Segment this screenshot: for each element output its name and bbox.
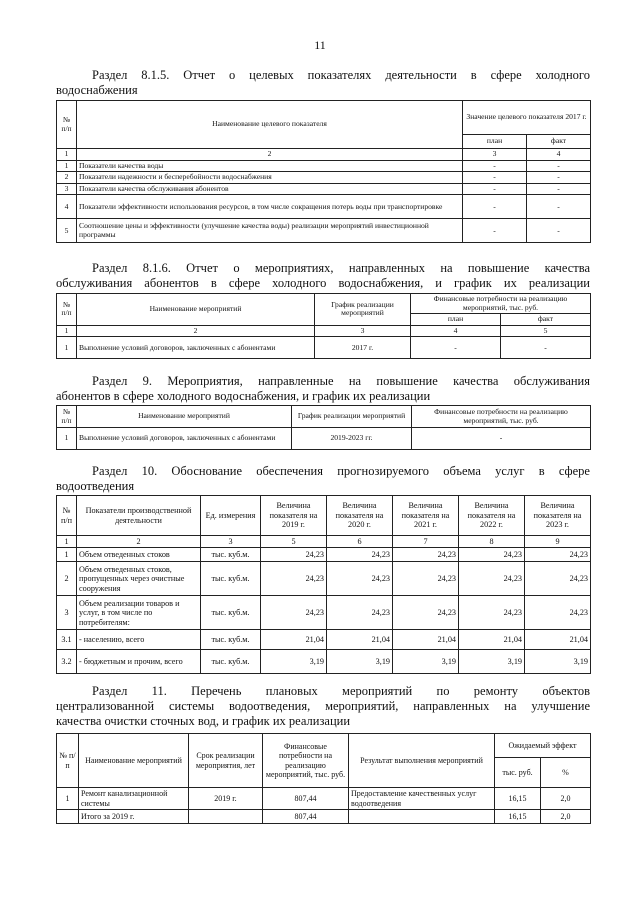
col-header-finance: Финансовые потребности на реализацию мероприятий, тыс. руб. <box>411 294 591 314</box>
total-label: Итого за 2019 г. <box>79 810 189 824</box>
indicator-name: Объем отведенных стоков, пропущенных через очистные сооружения <box>77 562 201 596</box>
activity-name: Выполнение условий договоров, заключенных с абонентами <box>77 428 292 450</box>
index-cell: 4 <box>411 325 501 337</box>
row-number: 3 <box>57 596 77 630</box>
schedule-value: 2017 г. <box>315 337 411 359</box>
section-10-heading-line1: Раздел 10. Обоснование обеспечения прогнозируемого объема услуг в сфере <box>92 464 590 478</box>
value-2020: 21,04 <box>327 630 393 650</box>
indicator-name: Показатели эффективности использования ресурсов, в том числе сокращения потерь воды при транспортировке <box>77 195 463 219</box>
table-row <box>57 172 591 184</box>
row-number: 1 <box>57 428 77 450</box>
unit-value: тыс. куб.м. <box>201 630 261 650</box>
empty-cell <box>189 810 263 824</box>
index-cell: 2 <box>77 325 315 337</box>
index-cell: 5 <box>261 536 327 548</box>
section-8-1-5-heading-line1: Раздел 8.1.5. Отчет о целевых показателях деятельности в сфере холодного <box>92 68 590 82</box>
fact-value: - <box>501 337 591 359</box>
table-row <box>57 219 591 243</box>
col-header-year-2021: Величина показателя на 2021 г. <box>393 496 459 536</box>
value-2022: 24,23 <box>459 548 525 562</box>
indicator-name: Объем реализации товаров и услуг, в том числе по потребителям: <box>77 596 201 630</box>
index-cell: 3 <box>315 325 411 337</box>
col-header-percent: % <box>541 758 591 788</box>
col-header-expected-effect: Ожидаемый эффект <box>495 734 591 758</box>
table-row <box>57 337 591 359</box>
index-cell: 4 <box>527 149 591 161</box>
value-2019: 24,23 <box>261 562 327 596</box>
table-row <box>57 195 591 219</box>
section-8-1-5-heading-line2: водоснабжения <box>56 83 138 97</box>
section-8-1-6-heading-line1: Раздел 8.1.6. Отчет о мероприятиях, направленных на повышение качества <box>92 261 590 275</box>
indicator-name: Соотношение цены и эффективности (улучшение качества воды) реализации мероприятий инвестиционной программы <box>77 219 463 243</box>
value-2020: 24,23 <box>327 562 393 596</box>
finance-value: 807,44 <box>263 788 349 810</box>
table-row <box>57 788 591 810</box>
total-effect-rub-value: 16,15 <box>495 810 541 824</box>
total-finance-value: 807,44 <box>263 810 349 824</box>
row-number: 1 <box>57 548 77 562</box>
fact-value: - <box>527 219 591 243</box>
value-2021: 24,23 <box>393 562 459 596</box>
value-2023: 3,19 <box>525 650 591 674</box>
section-9-heading-line2: абонентов в сфере холодного водоснабжения, и график их реализации <box>56 389 431 403</box>
row-number: 1 <box>57 160 77 172</box>
col-header-number: № п/п <box>57 734 79 788</box>
col-header-year-2023: Величина показателя на 2023 г. <box>525 496 591 536</box>
unit-value: тыс. куб.м. <box>201 650 261 674</box>
indicator-name: Показатели качества обслуживания абонентов <box>77 183 463 195</box>
unit-value: тыс. куб.м. <box>201 596 261 630</box>
plan-value: - <box>463 219 527 243</box>
activity-name: Ремонт канализационной системы <box>79 788 189 810</box>
index-cell: 3 <box>463 149 527 161</box>
index-cell: 9 <box>525 536 591 548</box>
table-repair-plan <box>56 733 591 824</box>
index-row <box>57 325 591 337</box>
table-row <box>57 596 591 630</box>
col-header-year-2019: Величина показателя на 2019 г. <box>261 496 327 536</box>
col-header-number: № п/п <box>57 496 77 536</box>
section-11-heading-line1: Раздел 11. Перечень плановых мероприятий по ремонту объектов <box>92 684 590 698</box>
col-header-activity-name: Наименование мероприятий <box>77 406 292 428</box>
section-9-heading <box>56 374 590 404</box>
fact-value: - <box>527 195 591 219</box>
result-value: Предоставление качественных услуг водоотведения <box>349 788 495 810</box>
col-header-plan: план <box>411 314 501 326</box>
effect-rub-value: 16,15 <box>495 788 541 810</box>
indicator-name: Показатели качества воды <box>77 160 463 172</box>
effect-percent-value: 2,0 <box>541 788 591 810</box>
value-2021: 3,19 <box>393 650 459 674</box>
plan-value: - <box>411 337 501 359</box>
col-header-indicator-name: Наименование целевого показателя <box>77 101 463 149</box>
total-effect-percent-value: 2,0 <box>541 810 591 824</box>
fact-value: - <box>527 183 591 195</box>
value-2022: 24,23 <box>459 562 525 596</box>
col-header-target-value: Значение целевого показателя 2017 г. <box>463 101 591 135</box>
value-2019: 24,23 <box>261 596 327 630</box>
unit-value: тыс. куб.м. <box>201 548 261 562</box>
col-header-fact: факт <box>527 135 591 149</box>
value-2021: 24,23 <box>393 596 459 630</box>
table-service-volume-forecast <box>56 495 591 674</box>
index-row <box>57 149 591 161</box>
col-header-finance: Финансовые потребности на реализацию мероприятий, тыс. руб. <box>412 406 591 428</box>
row-number: 1 <box>57 337 77 359</box>
indicator-name: Показатели надежности и бесперебойности водоснабжения <box>77 172 463 184</box>
activity-name: Выполнение условий договоров, заключенных с абонентами <box>77 337 315 359</box>
unit-value: тыс. куб.м. <box>201 562 261 596</box>
section-8-1-6-heading-line2: обслуживания абонентов в сфере холодного водоснабжения, и график их реализации <box>56 276 590 290</box>
indicator-name: - бюджетным и прочим, всего <box>77 650 201 674</box>
table-row <box>57 160 591 172</box>
col-header-thousand-rub: тыс. руб. <box>495 758 541 788</box>
index-cell: 1 <box>57 149 77 161</box>
table-service-quality-report <box>56 293 591 359</box>
index-cell: 8 <box>459 536 525 548</box>
schedule-value: 2019-2023 гг. <box>292 428 412 450</box>
col-header-indicator-name: Показатели производственной деятельности <box>77 496 201 536</box>
col-header-activity-name: Наименование мероприятий <box>77 294 315 326</box>
value-2021: 21,04 <box>393 630 459 650</box>
index-cell: 5 <box>501 325 591 337</box>
col-header-term: Срок реализации мероприятия, лет <box>189 734 263 788</box>
table-target-indicators <box>56 100 591 243</box>
index-cell: 6 <box>327 536 393 548</box>
row-number: 2 <box>57 562 77 596</box>
value-2020: 24,23 <box>327 596 393 630</box>
fact-value: - <box>527 160 591 172</box>
value-2019: 24,23 <box>261 548 327 562</box>
col-header-year-2020: Величина показателя на 2020 г. <box>327 496 393 536</box>
plan-value: - <box>463 195 527 219</box>
empty-cell <box>57 810 79 824</box>
col-header-year-2022: Величина показателя на 2022 г. <box>459 496 525 536</box>
col-header-plan: план <box>463 135 527 149</box>
section-11-heading-line2: централизованной системы водоотведения, мероприятий, направленных на улучшение <box>56 699 590 713</box>
row-number: 3.2 <box>57 650 77 674</box>
finance-value: - <box>412 428 591 450</box>
col-header-finance: Финансовые потребности на реализацию мероприятий, тыс. руб. <box>263 734 349 788</box>
col-header-schedule: График реализации мероприятий <box>315 294 411 326</box>
row-number: 1 <box>57 788 79 810</box>
table-row <box>57 183 591 195</box>
section-11-heading-line3: качества очистки сточных вод, и график их реализации <box>56 714 351 728</box>
col-header-number: № п/п <box>57 406 77 428</box>
value-2020: 24,23 <box>327 548 393 562</box>
row-number: 3 <box>57 183 77 195</box>
section-9-heading-line1: Раздел 9. Мероприятия, направленные на повышение качества обслуживания <box>92 374 590 388</box>
plan-value: - <box>463 172 527 184</box>
total-row <box>57 810 591 824</box>
empty-cell <box>349 810 495 824</box>
plan-value: - <box>463 160 527 172</box>
index-cell: 7 <box>393 536 459 548</box>
row-number: 5 <box>57 219 77 243</box>
col-header-unit: Ед. измерения <box>201 496 261 536</box>
value-2022: 24,23 <box>459 596 525 630</box>
col-header-schedule: График реализации мероприятий <box>292 406 412 428</box>
table-row <box>57 562 591 596</box>
col-header-fact: факт <box>501 314 591 326</box>
col-header-activity-name: Наименование мероприятий <box>79 734 189 788</box>
value-2023: 24,23 <box>525 562 591 596</box>
index-cell: 1 <box>57 325 77 337</box>
index-cell: 2 <box>77 149 463 161</box>
row-number: 2 <box>57 172 77 184</box>
plan-value: - <box>463 183 527 195</box>
index-cell: 3 <box>201 536 261 548</box>
section-11-heading <box>56 684 590 729</box>
section-10-heading <box>56 464 590 494</box>
table-service-quality-activities <box>56 405 591 450</box>
value-2019: 21,04 <box>261 630 327 650</box>
table-row <box>57 548 591 562</box>
row-number: 4 <box>57 195 77 219</box>
page-number: 11 <box>314 38 326 52</box>
value-2022: 21,04 <box>459 630 525 650</box>
indicator-name: - населению, всего <box>77 630 201 650</box>
value-2023: 21,04 <box>525 630 591 650</box>
value-2020: 3,19 <box>327 650 393 674</box>
col-header-number: № п/п <box>57 101 77 149</box>
value-2023: 24,23 <box>525 548 591 562</box>
col-header-number: № п/п <box>57 294 77 326</box>
section-8-1-6-heading <box>56 261 590 291</box>
section-8-1-5-heading <box>56 68 590 98</box>
value-2021: 24,23 <box>393 548 459 562</box>
indicator-name: Объем отведенных стоков <box>77 548 201 562</box>
value-2023: 24,23 <box>525 596 591 630</box>
index-cell: 2 <box>77 536 201 548</box>
fact-value: - <box>527 172 591 184</box>
value-2019: 3,19 <box>261 650 327 674</box>
term-value: 2019 г. <box>189 788 263 810</box>
row-number: 3.1 <box>57 630 77 650</box>
index-cell: 1 <box>57 536 77 548</box>
table-row <box>57 630 591 650</box>
col-header-result: Результат выполнения мероприятий <box>349 734 495 788</box>
section-10-heading-line2: водоотведения <box>56 479 135 493</box>
index-row <box>57 536 591 548</box>
table-row <box>57 650 591 674</box>
table-row <box>57 428 591 450</box>
value-2022: 3,19 <box>459 650 525 674</box>
